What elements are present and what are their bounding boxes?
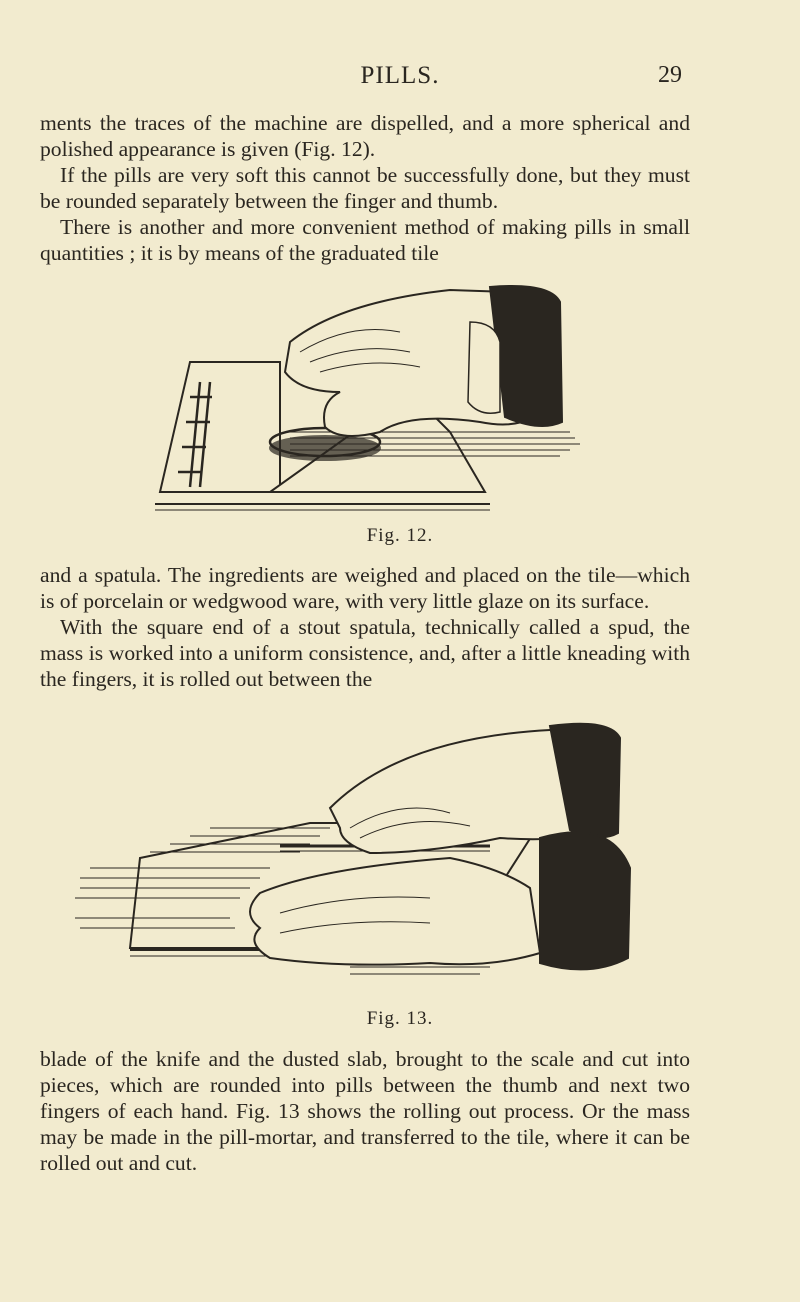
graduation-marks: [178, 382, 212, 487]
running-head: PILLS.: [360, 62, 440, 89]
paragraph: If the pills are very soft this cannot be successfully done, but they must be rounded separately between the finger and thumb.: [40, 163, 690, 213]
figure-13-caption: Fig. 13.: [366, 1008, 434, 1029]
text-block-2: [40, 562, 690, 692]
paragraph: There is another and more convenient method of making pills in small quantities ; it is by means of the graduated tile: [40, 215, 690, 265]
paragraph: With the square end of a stout spatula, technically called a spud, the mass is worked into a uniform consistence, and, after a little kneading with the fingers, it is rolled out between the: [40, 615, 690, 691]
paragraph: blade of the knife and the dusted slab, brought to the scale and cut into pieces, which are rounded into pills between the thumb and next two fingers of each hand. Fig. 13 shows the rolling out process. Or the mass may be made in the pill-mortar, and transferred to the tile, where it can be rolled out and cut.: [40, 1047, 690, 1175]
paragraph: and a spatula. The ingredients are weighed and placed on the tile—which is of porcelain or wedgwood ware, with very little glaze on its surface.: [40, 563, 690, 613]
figure-12-illustration: [150, 282, 590, 517]
text-block-1: [40, 110, 690, 266]
figure-12-caption: Fig. 12.: [366, 525, 434, 546]
shirt-cuff: [468, 322, 500, 413]
figure-13-illustration: [70, 718, 650, 1000]
text-block-3: [40, 1046, 690, 1176]
lower-cuff: [540, 832, 630, 969]
page-header: [0, 62, 800, 92]
paragraph: ments the traces of the machine are dispelled, and a more spherical and polished appearance is given (Fig. 12).: [40, 111, 690, 161]
page-number: 29: [658, 62, 682, 88]
